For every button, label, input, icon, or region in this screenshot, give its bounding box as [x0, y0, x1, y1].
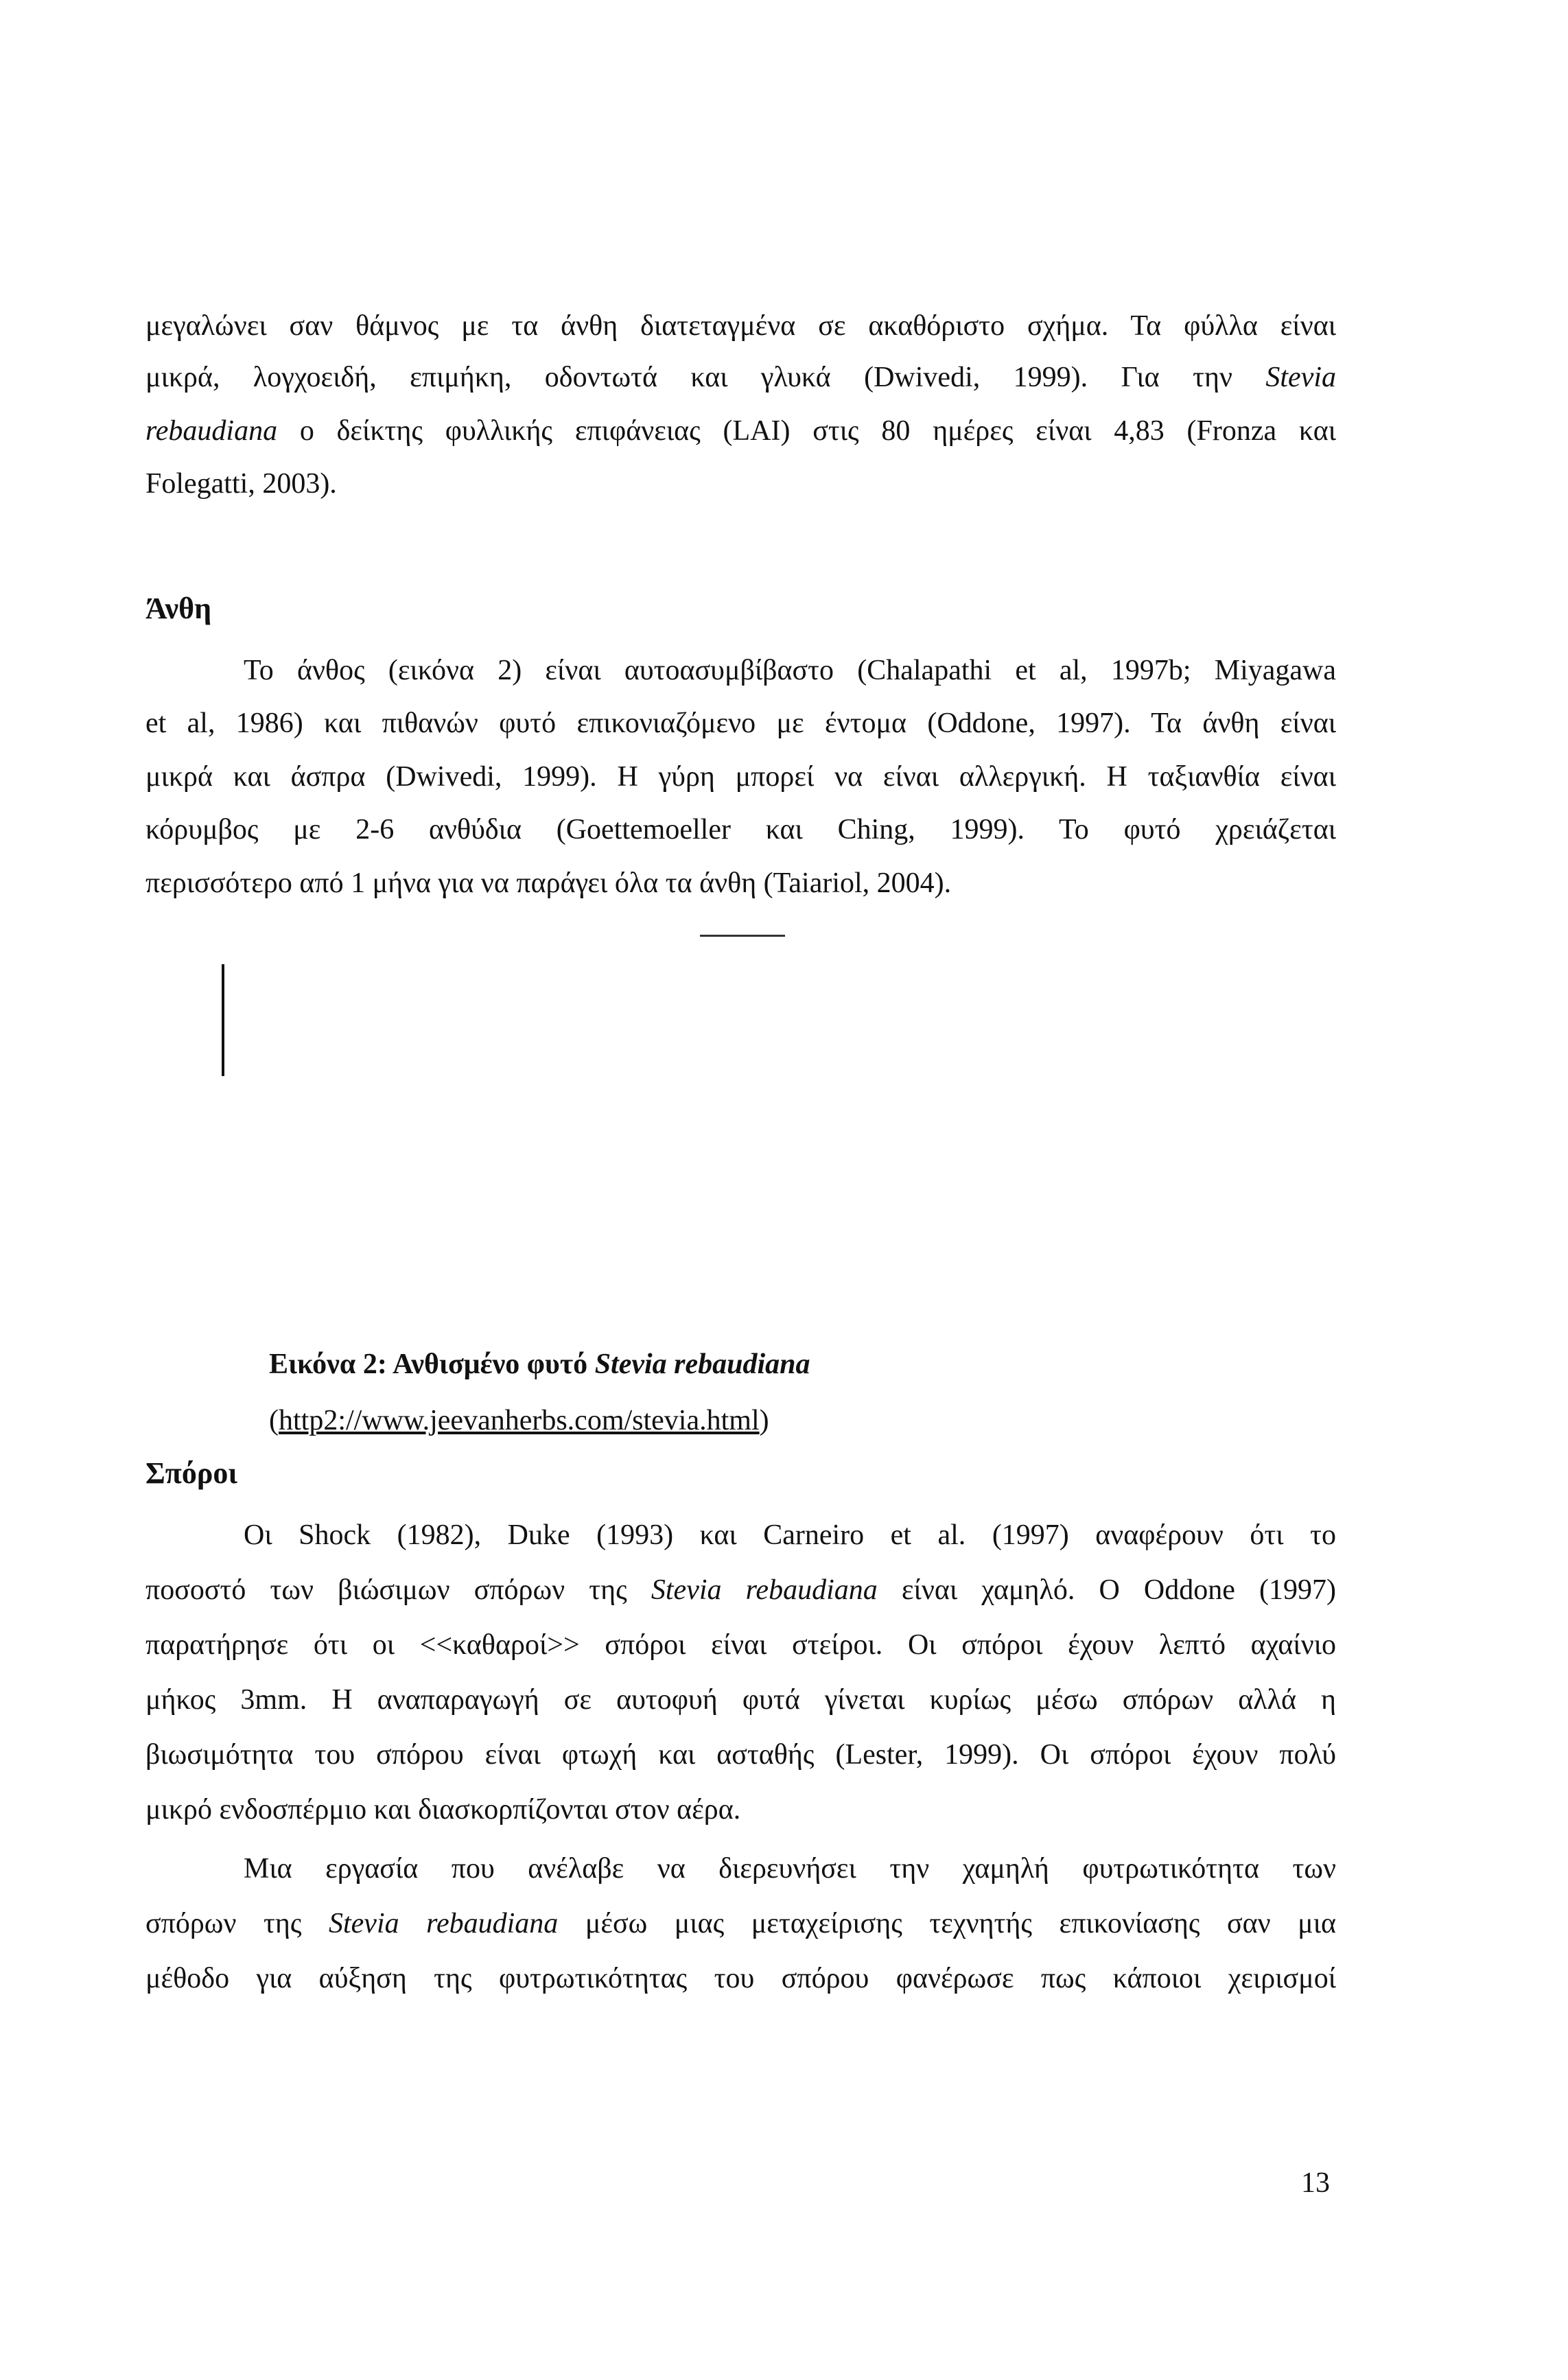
text-line: Folegatti, 2003).	[145, 468, 337, 500]
figure-frame-mark	[700, 935, 785, 937]
section-heading-seeds: Σπόροι	[145, 1456, 238, 1490]
text-line: Οι Shock (1982), Duke (1993) και Carneiro et al. (1997) αναφέρουν ότι το	[244, 1519, 1336, 1551]
figure-frame-mark	[222, 964, 224, 1076]
text-line: et al, 1986) και πιθανών φυτό επικονιαζόμενο με έντομα (Oddone, 1997). Τα άνθη είναι	[145, 708, 1336, 739]
text-line: μικρό ενδοσπέρμιο και διασκορπίζονται στον αέρα.	[145, 1794, 741, 1825]
text-line: Το άνθος (εικόνα 2) είναι αυτοασυμβίβαστο (Chalapathi et al, 1997b; Miyagawa	[244, 655, 1336, 686]
text-line: ποσοστό των βιώσιμων σπόρων της Stevia rebaudiana είναι χαμηλό. Ο Oddone (1997)	[145, 1574, 1337, 1606]
text-line: Μια εργασία που ανέλαβε να διερευνήσει την χαμηλή φυτρωτικότητα των	[244, 1853, 1336, 1885]
text-line: βιωσιμότητα του σπόρου είναι φτωχή και ασταθής (Lester, 1999). Οι σπόροι έχουν πολύ	[145, 1739, 1336, 1771]
figure-caption: Εικόνα 2: Ανθισμένο φυτό Stevia rebaudiana	[269, 1349, 810, 1380]
page-number: 13	[1301, 2167, 1330, 2199]
section-heading-flowers: Άνθη	[145, 592, 212, 625]
text-line: rebaudiana ο δείκτης φυλλικής επιφάνειας (LAI) στις 80 ημέρες είναι 4,83 (Fronza και	[145, 415, 1337, 447]
text-line: μικρά, λογχοειδή, επιμήκη, οδοντωτά και γλυκά (Dwivedi, 1999). Για την Stevia	[145, 362, 1337, 393]
text-line: μεγαλώνει σαν θάμνος με τα άνθη διατεταγμένα σε ακαθόριστο σχήμα. Τα φύλλα είναι	[145, 310, 1336, 342]
text-line: μήκος 3mm. Η αναπαραγωγή σε αυτοφυή φυτά γίνεται κυρίως μέσω σπόρων αλλά η	[145, 1684, 1336, 1716]
text-line: σπόρων της Stevia rebaudiana μέσω μιας μεταχείρισης τεχνητής επικονίασης σαν μια	[145, 1908, 1337, 1939]
text-line: περισσότερο από 1 μήνα για να παράγει όλα τα άνθη (Taiariol, 2004).	[145, 867, 952, 899]
text-line: μέθοδο για αύξηση της φυτρωτικότητας του σπόρου φανέρωσε πως κάποιοι χειρισμοί	[145, 1963, 1336, 1994]
text-line: παρατήρησε ότι οι <<καθαροί>> σπόροι είναι στείροι. Οι σπόροι έχουν λεπτό αχαίνιο	[145, 1629, 1336, 1661]
text-line: μικρά και άσπρα (Dwivedi, 1999). Η γύρη μπορεί να είναι αλλεργική. Η ταξιανθία είναι	[145, 761, 1336, 793]
text-line: κόρυμβος με 2-6 ανθύδια (Goettemoeller και Ching, 1999). Το φυτό χρειάζεται	[145, 814, 1336, 845]
figure-source-url[interactable]: (http2://www.jeevanherbs.com/stevia.html)	[269, 1405, 769, 1436]
